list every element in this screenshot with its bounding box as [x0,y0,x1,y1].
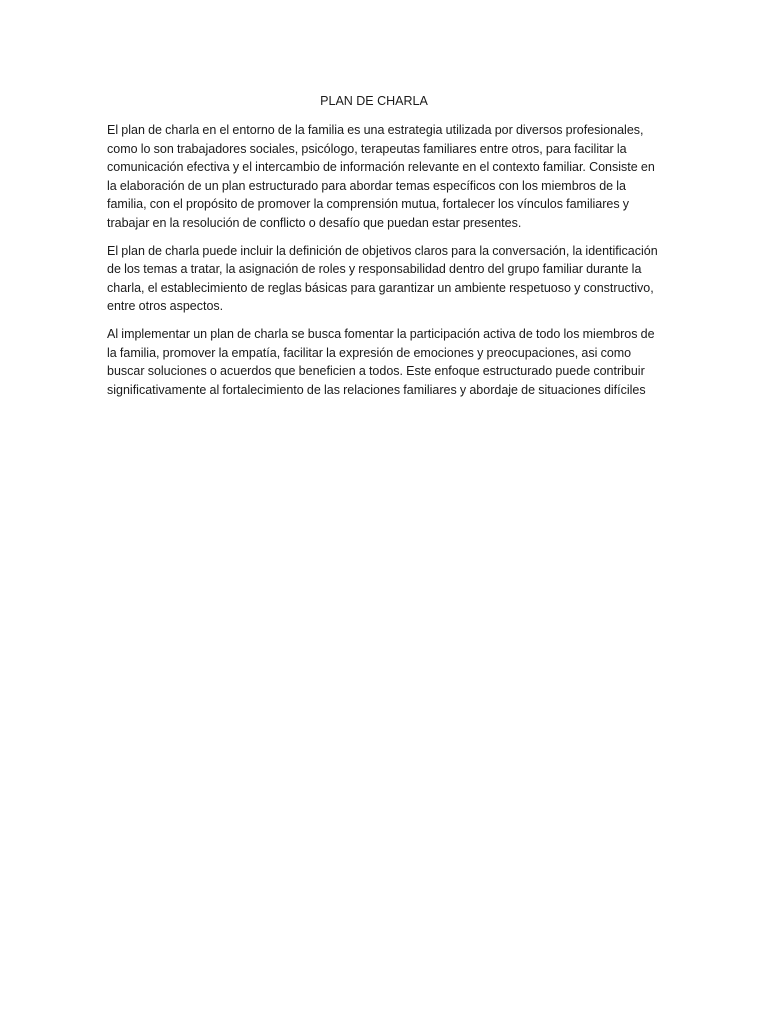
paragraph-1: El plan de charla en el entorno de la familia es una estrategia utilizada por diversos profesionales, como lo son trabajadores sociales, psicólogo, terapeutas familiares entre otros, para facilitar la comunicación efectiva y el intercambio de información relevante en el contexto familiar. Consiste en la elaboración de un plan estructurado para abordar temas específicos con los miembros de la familia, con el propósito de promover la comprensión mutua, fortalecer los vínculos familiares y trabajar en la resolución de conflicto o desafío que puedan estar presentes. [107,123,655,230]
document-body [107,121,663,408]
paragraph-3: Al implementar un plan de charla se busca fomentar la participación activa de todo los miembros de la familia, promover la empatía, facilitar la expresión de emociones y preocupaciones, asi como buscar soluciones o acuerdos que beneficien a todos. Este enfoque estructurado puede contribuir significativamente al fortalecimiento de las relaciones familiares y abordaje de situaciones difíciles [107,326,655,397]
paragraph-2: El plan de charla puede incluir la definición de objetivos claros para la conversación, la identificación de los temas a tratar, la asignación de roles y responsabilidad dentro del grupo familiar durante la charla, el establecimiento de reglas básicas para garantizar un ambiente respetuoso y constructivo, entre otros aspectos. [107,243,658,314]
document-title: PLAN DE CHARLA [320,94,428,108]
